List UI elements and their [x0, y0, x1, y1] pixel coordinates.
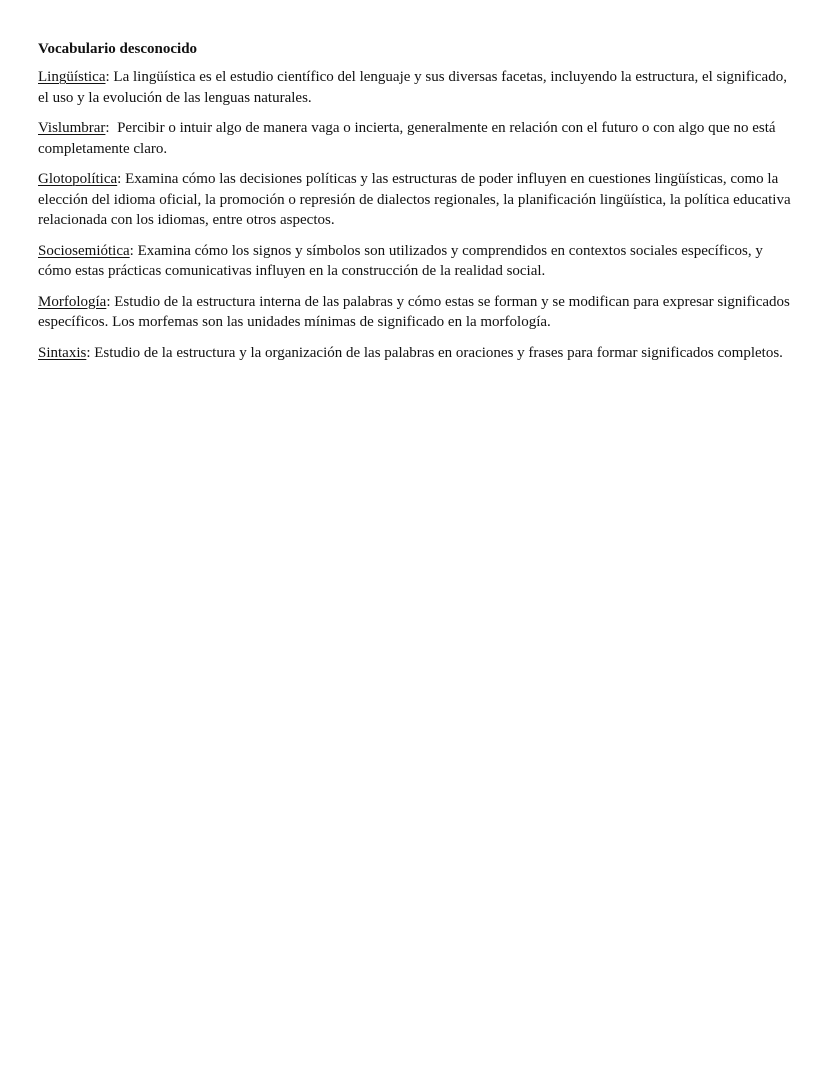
entry-term: Glotopolítica [38, 171, 118, 187]
entry-term: Sintaxis [38, 344, 87, 361]
document-title: Vocabulario desconocido [38, 41, 198, 57]
entry-term: Lingüística [38, 69, 106, 85]
entry-definition: Estudio de la estructura y la organización de las palabras en oraciones y frases para formar significados completos. [94, 344, 783, 361]
entry-definition: Examina cómo los signos y símbolos son utilizados y comprendidos en contextos sociales específicos, y cómo estas prácticas comunicativas influyen en la construcción de la realidad social. [38, 242, 763, 279]
entry-definition: Examina cómo las decisiones políticas y las estructuras de poder influyen en cuestiones lingüísticas, como la elección del idioma oficial, la promoción o represión de dialectos regionales, la planificación lingüística, la política educativa relacionada con los idiomas, entre otros aspectos. [38, 171, 791, 228]
vocabulary-entry [38, 169, 794, 231]
entry-term: Sociosemiótica [38, 242, 130, 259]
entry-definition: Estudio de la estructura interna de las palabras y cómo estas se forman y se modifican para expresar significados específicos. Los morfemas son las unidades mínimas de significado en la morfología. [38, 293, 790, 330]
vocabulary-entry [38, 241, 794, 282]
entry-term: Morfología [38, 293, 107, 310]
vocabulary-entry [38, 118, 794, 159]
entry-separator: : [105, 120, 118, 136]
entry-separator: : [86, 344, 95, 361]
entry-term: Vislumbrar [38, 120, 106, 136]
document-page [38, 39, 794, 373]
entry-separator: : [117, 171, 126, 187]
vocabulary-entry [38, 292, 794, 333]
entry-separator: : [106, 293, 115, 310]
vocabulary-entry [38, 343, 794, 364]
entry-definition: La lingüística es el estudio científico del lenguaje y sus diversas facetas, incluyendo la estructura, el significado, el uso y la evolución de las lenguas naturales. [38, 69, 787, 106]
entry-definition: Percibir o intuir algo de manera vaga o incierta, generalmente en relación con el futuro o con algo que no está completamente claro. [38, 120, 776, 157]
vocabulary-entry [38, 67, 794, 108]
entry-separator: : [105, 69, 114, 85]
entry-separator: : [129, 242, 138, 259]
